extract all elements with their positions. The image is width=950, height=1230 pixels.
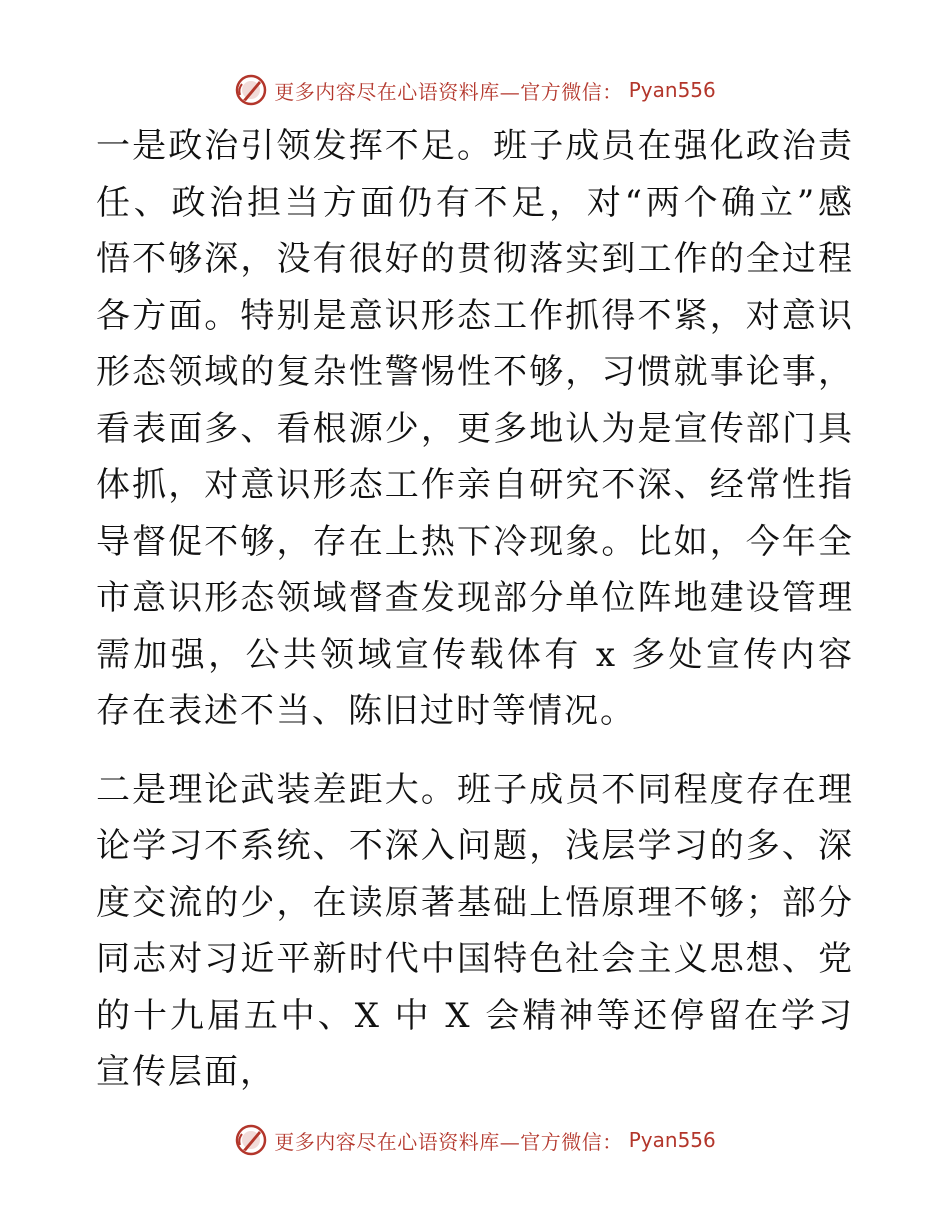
red-quill-emblem-icon (234, 73, 268, 107)
banner-contact: Pyan556 (628, 78, 716, 102)
paragraph-2: 二是理论武装差距大。班子成员不同程度存在理论学习不系统、不深入问题，浅层学习的多、深度交流的少，在读原著基础上悟原理不够；部分同志对习近平新时代中国特色社会主义思想、党的十九届五中、X 中 X 会精神等还停留在学习宣传层面， (96, 769, 854, 1092)
document-body (96, 118, 854, 1101)
banner-text: 更多内容尽在心语资料库—官方微信： (274, 79, 623, 104)
banner-contact: Pyan556 (628, 1128, 716, 1152)
footer-banner (0, 1120, 950, 1160)
red-quill-emblem-icon (234, 1123, 268, 1157)
header-banner (0, 70, 950, 110)
paragraph-1: 一是政治引领发挥不足。班子成员在强化政治责任、政治担当方面仍有不足，对“两个确立”感悟不够深，没有很好的贯彻落实到工作的全过程各方面。特别是意识形态工作抓得不紧，对意识形态领域的复杂性警惕性不够，习惯就事论事，看表面多、看根源少，更多地认为是宣传部门具体抓，对意识形态工作亲自研究不深、经常性指导督促不够，存在上热下冷现象。比如，今年全市意识形态领域督查发现部分单位阵地建设管理需加强，公共领域宣传载体有 x 多处宣传内容存在表述不当、陈旧过时等情况。 (96, 126, 854, 731)
banner-text: 更多内容尽在心语资料库—官方微信： (274, 1129, 623, 1154)
